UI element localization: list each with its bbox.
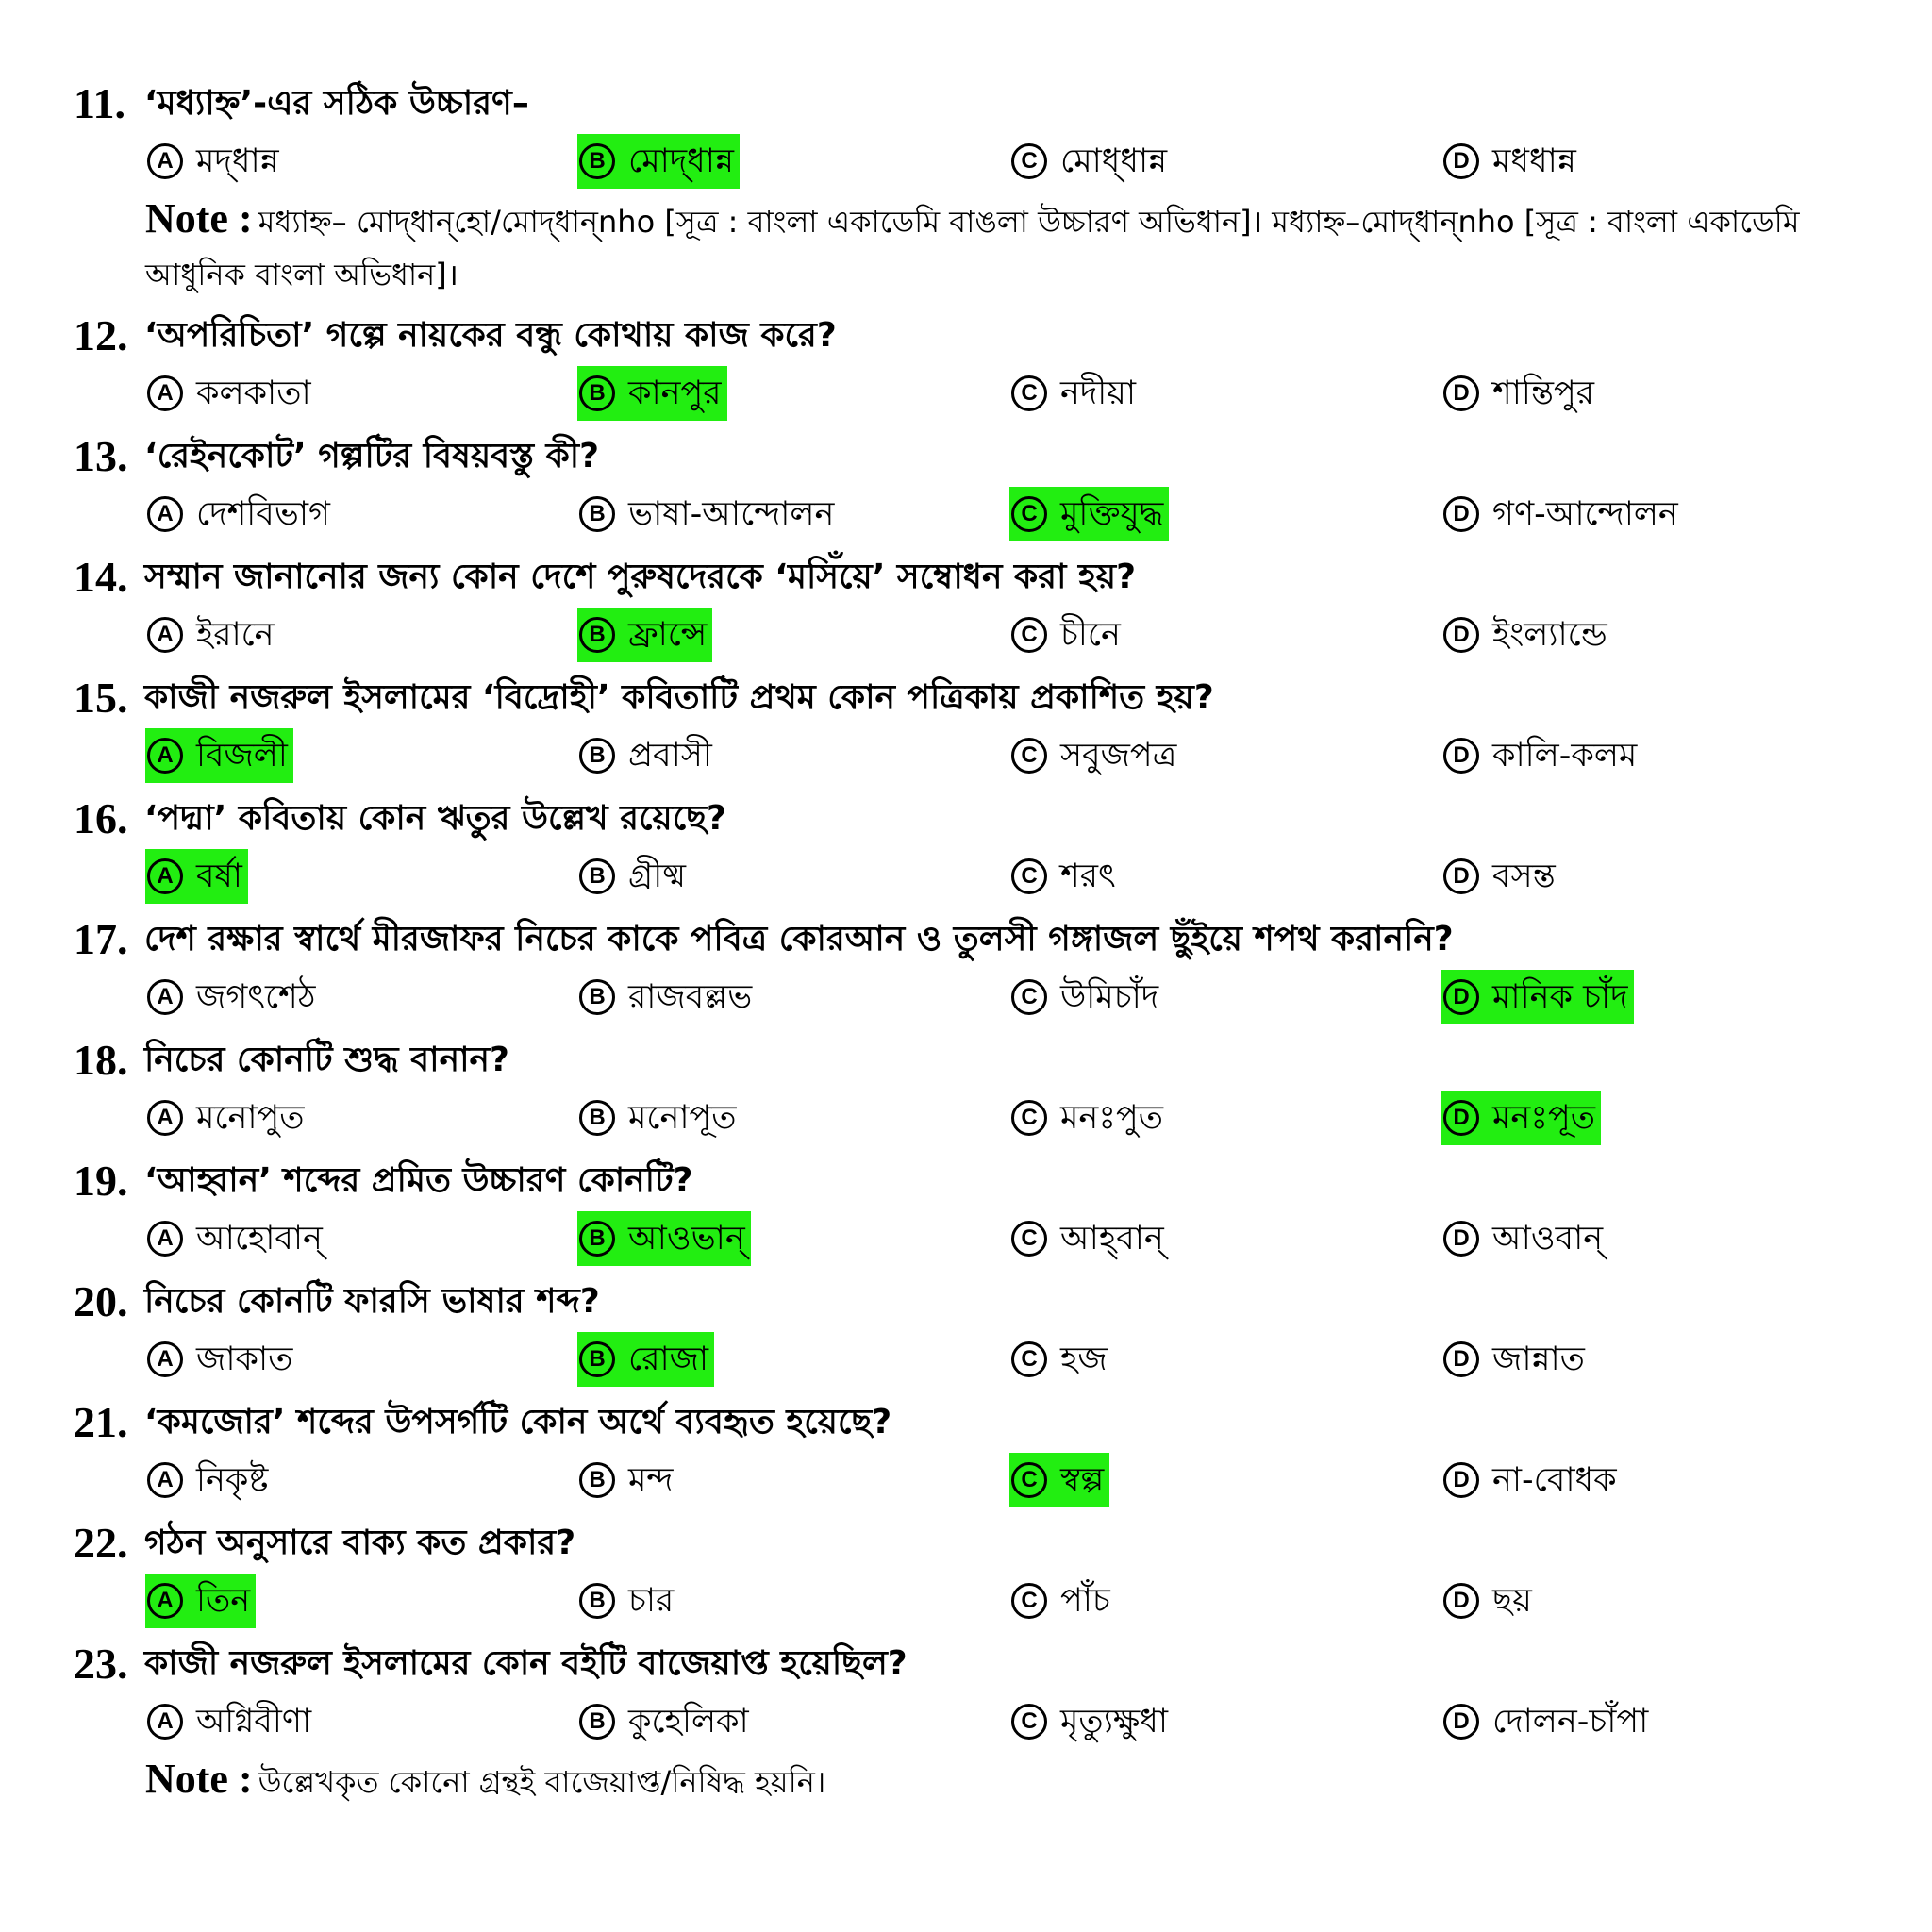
option-c: [1009, 728, 1182, 783]
question-text: ‘অপরিচিতা’ গল্পে নায়কের বন্ধু কোথায় কাজ করে?: [144, 316, 837, 355]
option-letter-circle: A: [147, 1221, 183, 1257]
option-letter-circle: C: [1011, 1704, 1047, 1740]
option-text: রাজবল্লভ: [628, 978, 753, 1016]
question-number: 19.: [74, 1157, 128, 1205]
option-letter-circle: A: [147, 979, 183, 1015]
option-text: মদ্‌ধান্ন: [196, 142, 279, 180]
option-c: [1009, 1332, 1113, 1387]
option-letter-circle: C: [1011, 617, 1047, 653]
option-a: [145, 366, 317, 421]
option-b: [577, 134, 740, 189]
option-a: [145, 849, 248, 904]
option-text: মনোপুত: [196, 1099, 305, 1137]
option-text: হজ: [1060, 1341, 1108, 1378]
option-text: চীনে: [1060, 616, 1121, 654]
option-text: আওভান্: [628, 1220, 745, 1257]
option-d: [1441, 849, 1561, 904]
option-d: [1441, 1332, 1591, 1387]
option-text: বিজলী: [196, 737, 288, 774]
option-text: জাকাত: [196, 1341, 293, 1378]
option-letter-circle: D: [1443, 858, 1479, 894]
option-a: [145, 1332, 298, 1387]
option-text: মনোপূত: [628, 1099, 737, 1137]
question-text: ‘পদ্মা’ কবিতায় কোন ঋতুর উল্লেখ রয়েছে?: [144, 799, 726, 838]
option-text: ফ্রান্সে: [628, 616, 708, 654]
option-a: [145, 728, 293, 783]
option-b: [577, 1091, 742, 1145]
note-text: মধ্যাহ্ন– মোদ্‌ধান্‌হো/মোদ্‌ধান্‌nho [সূত্র : বাংলা একাডেমি বাঙলা উচ্চারণ অভিধান]। মধ্যাহ্ন–মোদ্‌ধান্‌nho [সূত্র : বাংলা একাডেমি আধুনিক বাংলা অভিধান]।: [145, 204, 1800, 292]
option-text: আহ্‌বান্: [1060, 1220, 1164, 1257]
option-text: আওবান্: [1492, 1220, 1604, 1257]
option-text: কানপুর: [628, 375, 722, 412]
option-text: ইরানে: [196, 616, 275, 654]
option-b: [577, 487, 840, 541]
option-c: [1009, 134, 1173, 189]
question-text: ‘মধ্যাহ্ন’-এর সঠিক উচ্চারণ–: [144, 84, 529, 123]
option-letter-circle: D: [1443, 1341, 1479, 1377]
option-letter-circle: C: [1011, 1100, 1047, 1136]
option-c: [1009, 608, 1126, 662]
option-a: [145, 1453, 274, 1507]
option-text: আহোবান্: [196, 1220, 323, 1257]
answer-note: [145, 192, 1872, 301]
option-b: [577, 1694, 755, 1749]
option-a: [145, 134, 285, 189]
option-text: বর্ষা: [196, 858, 242, 895]
option-text: কলকাতা: [196, 375, 311, 412]
option-letter-circle: C: [1011, 375, 1047, 411]
option-text: জগৎশেঠ: [196, 978, 316, 1016]
option-a: [145, 1091, 310, 1145]
question-number: 11.: [74, 79, 125, 127]
question-number: 23.: [74, 1640, 128, 1688]
option-d: [1441, 1694, 1654, 1749]
option-text: কালি-কলম: [1492, 737, 1638, 774]
option-b: [577, 366, 727, 421]
option-text: সবুজপত্র: [1060, 737, 1177, 774]
question-text: সম্মান জানানোর জন্য কোন দেশে পুরুষদেরকে ‘মসিঁয়ে’ সম্বোধন করা হয়?: [144, 558, 1136, 596]
question-text: ‘রেইনকোট’ গল্পটির বিষয়বস্তু কী?: [144, 437, 599, 475]
option-d: [1441, 1453, 1623, 1507]
option-letter-circle: A: [147, 1100, 183, 1136]
option-text: মোদ্‌ধান্ন: [628, 142, 734, 180]
option-text: পাঁচ: [1060, 1582, 1110, 1620]
option-d: [1441, 608, 1613, 662]
question-number: 15.: [74, 674, 128, 722]
option-text: মোধ্‌ধান্ন: [1060, 142, 1168, 180]
option-text: গণ-আন্দোলন: [1492, 495, 1678, 533]
option-letter-circle: C: [1011, 1583, 1047, 1619]
option-text: না-বোধক: [1492, 1461, 1617, 1499]
option-text: ছয়: [1492, 1582, 1532, 1620]
option-c: [1009, 1091, 1169, 1145]
option-letter-circle: B: [579, 738, 615, 774]
option-text: মধধান্ন: [1492, 142, 1576, 180]
option-letter-circle: A: [147, 143, 183, 179]
option-b: [577, 1211, 751, 1266]
question-text: দেশ রক্ষার স্বার্থে মীরজাফর নিচের কাকে পবিত্র কোরআন ও তুলসী গঙ্গাজল ছুঁইয়ে শপথ করাননি?: [144, 920, 1454, 958]
option-d: [1441, 728, 1642, 783]
option-text: মনঃপুত: [1060, 1099, 1164, 1137]
option-letter-circle: D: [1443, 1583, 1479, 1619]
question-text: ‘আহ্বান’ শব্দের প্রমিত উচ্চারণ কোনটি?: [144, 1161, 693, 1200]
option-b: [577, 1574, 679, 1628]
option-letter-circle: B: [579, 1704, 615, 1740]
question-number: 12.: [74, 311, 128, 359]
question-text: ‘কমজোর’ শব্দের উপসর্গটি কোন অর্থে ব্যবহৃত হয়েছে?: [144, 1403, 892, 1441]
option-a: [145, 1694, 317, 1749]
question-text: গঠন অনুসারে বাক্য কত প্রকার?: [144, 1524, 576, 1562]
note-label: Note :: [145, 195, 253, 242]
option-letter-circle: B: [579, 858, 615, 894]
option-d: [1441, 366, 1600, 421]
option-a: [145, 1211, 328, 1266]
option-c: [1009, 970, 1164, 1024]
option-b: [577, 608, 712, 662]
option-letter-circle: D: [1443, 1462, 1479, 1498]
option-letter-circle: C: [1011, 738, 1047, 774]
option-letter-circle: B: [579, 1100, 615, 1136]
option-text: রোজা: [628, 1341, 709, 1378]
option-a: [145, 487, 336, 541]
option-letter-circle: D: [1443, 1704, 1479, 1740]
question-number: 22.: [74, 1519, 128, 1567]
option-letter-circle: B: [579, 1341, 615, 1377]
option-text: অগ্নিবীণা: [196, 1703, 312, 1740]
option-letter-circle: C: [1011, 1221, 1047, 1257]
option-text: মানিক চাঁদ: [1492, 978, 1628, 1016]
option-letter-circle: A: [147, 617, 183, 653]
option-letter-circle: A: [147, 1462, 183, 1498]
option-text: নিকৃষ্ট: [196, 1461, 269, 1499]
option-letter-circle: C: [1011, 1462, 1047, 1498]
option-letter-circle: B: [579, 496, 615, 532]
option-text: জান্নাত: [1492, 1341, 1585, 1378]
option-c: [1009, 1694, 1174, 1749]
question-number: 20.: [74, 1277, 128, 1325]
option-a: [145, 608, 280, 662]
question-number: 14.: [74, 553, 128, 601]
question-number: 13.: [74, 432, 128, 480]
option-letter-circle: A: [147, 496, 183, 532]
option-letter-circle: C: [1011, 496, 1047, 532]
option-text: শান্তিপুর: [1492, 375, 1595, 412]
option-b: [577, 970, 758, 1024]
option-letter-circle: D: [1443, 979, 1479, 1015]
option-text: প্রবাসী: [628, 737, 712, 774]
option-letter-circle: C: [1011, 1341, 1047, 1377]
option-d: [1441, 487, 1684, 541]
option-text: মৃত্যুক্ষুধা: [1060, 1703, 1168, 1740]
option-text: শরৎ: [1060, 858, 1116, 895]
option-letter-circle: B: [579, 617, 615, 653]
option-c: [1009, 849, 1122, 904]
option-letter-circle: A: [147, 738, 183, 774]
option-d: [1441, 1574, 1538, 1628]
option-text: ভাষা-আন্দোলন: [628, 495, 835, 533]
option-letter-circle: D: [1443, 143, 1479, 179]
option-text: ইংল্যান্ডে: [1492, 616, 1607, 654]
option-c: [1009, 487, 1169, 541]
option-c: [1009, 1211, 1170, 1266]
option-a: [145, 1574, 256, 1628]
note-label: Note :: [145, 1756, 253, 1802]
option-letter-circle: B: [579, 1583, 615, 1619]
answer-note: [145, 1753, 1872, 1808]
option-letter-circle: B: [579, 1221, 615, 1257]
question-number: 21.: [74, 1398, 128, 1446]
option-b: [577, 728, 718, 783]
question-number: 18.: [74, 1036, 128, 1084]
question-text: নিচের কোনটি ফারসি ভাষার শব্দ?: [144, 1282, 600, 1321]
option-letter-circle: D: [1443, 1221, 1479, 1257]
option-text: দোলন-চাঁপা: [1492, 1703, 1649, 1740]
option-letter-circle: C: [1011, 143, 1047, 179]
question-text: নিচের কোনটি শুদ্ধ বানান?: [144, 1041, 509, 1079]
option-text: মনঃপূত: [1492, 1099, 1596, 1137]
option-b: [577, 1332, 714, 1387]
option-text: মন্দ: [628, 1461, 674, 1499]
option-letter-circle: B: [579, 375, 615, 411]
option-letter-circle: C: [1011, 858, 1047, 894]
option-text: দেশবিভাগ: [196, 495, 330, 533]
option-letter-circle: A: [147, 858, 183, 894]
option-letter-circle: C: [1011, 979, 1047, 1015]
question-number: 17.: [74, 915, 128, 963]
option-text: কুহেলিকা: [628, 1703, 749, 1740]
option-text: চার: [628, 1582, 675, 1620]
option-d: [1441, 134, 1582, 189]
note-text: উল্লেখকৃত কোনো গ্রন্থই বাজেয়াপ্ত/নিষিদ্ধ হয়নি।: [258, 1764, 826, 1800]
option-letter-circle: D: [1443, 617, 1479, 653]
option-text: স্বল্প: [1060, 1461, 1105, 1499]
option-c: [1009, 1453, 1109, 1507]
option-letter-circle: D: [1443, 496, 1479, 532]
question-text: কাজী নজরুল ইসলামের ‘বিদ্রোহী’ কবিতাটি প্রথম কোন পত্রিকায় প্রকাশিত হয়?: [144, 678, 1214, 717]
option-letter-circle: B: [579, 1462, 615, 1498]
option-letter-circle: B: [579, 979, 615, 1015]
option-text: উমিচাঁদ: [1060, 978, 1159, 1016]
question-text: কাজী নজরুল ইসলামের কোন বইটি বাজেয়াপ্ত হয়েছিল?: [144, 1644, 908, 1683]
option-letter-circle: A: [147, 1583, 183, 1619]
option-d: [1441, 1211, 1608, 1266]
option-text: গ্রীষ্ম: [628, 858, 686, 895]
question-number: 16.: [74, 794, 128, 842]
option-b: [577, 1453, 679, 1507]
option-a: [145, 970, 321, 1024]
option-d: [1441, 970, 1634, 1024]
option-c: [1009, 1574, 1116, 1628]
option-letter-circle: D: [1443, 738, 1479, 774]
option-letter-circle: D: [1443, 1100, 1479, 1136]
option-b: [577, 849, 691, 904]
option-letter-circle: D: [1443, 375, 1479, 411]
option-letter-circle: A: [147, 375, 183, 411]
option-letter-circle: B: [579, 143, 615, 179]
option-letter-circle: A: [147, 1341, 183, 1377]
option-text: বসন্ত: [1492, 858, 1556, 895]
option-text: মুক্তিযুদ্ধ: [1060, 495, 1164, 533]
option-d: [1441, 1091, 1601, 1145]
option-letter-circle: A: [147, 1704, 183, 1740]
option-text: তিন: [196, 1582, 251, 1620]
option-text: নদীয়া: [1060, 375, 1137, 412]
option-c: [1009, 366, 1141, 421]
